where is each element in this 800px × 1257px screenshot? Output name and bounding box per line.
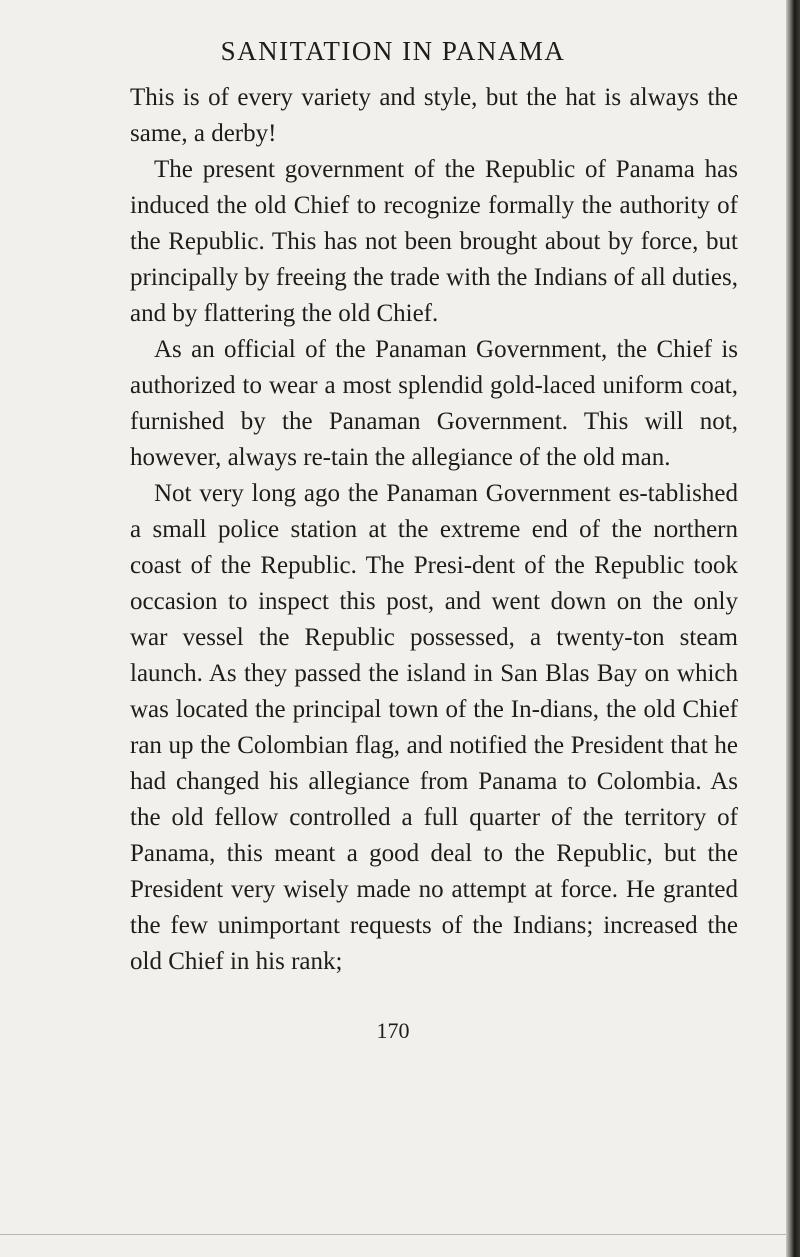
paragraph-3: As an official of the Panaman Government, the Chief is authorized to wear a most splendid gold-laced uniform coat, furnished by the Panaman Government. This will not, however, always re-tain the allegiance of the old man. [130,336,738,471]
paragraph-4: Not very long ago the Panaman Government es-tablished a small police station at the extreme end of the northern coast of the Republic. The Presi-dent of the Republic took occasion to inspect this post, and went down on the only war vessel the Republic possessed, a twenty-ton steam launch. As they passed the island in San Blas Bay on which was located the principal town of the In-dians, the old Chief ran up the Colombian flag, and notified the President that he had changed his allegiance from Panama to Colombia. As the old fellow controlled a full quarter of the territory of Panama, this meant a good deal to the Republic, but the President very wisely made no attempt at force. He granted the few unimportant requests of the Indians; increased the old Chief in his rank; [130,480,738,975]
page-number: 170 [376,1018,410,1043]
body-text [130,80,738,980]
paragraph-2: The present government of the Republic of Panama has induced the old Chief to recognize formally the authority of the Republic. This has not been brought about by force, but principally by freeing the trade with the Indians of all duties, and by flattering the old Chief. [130,156,738,327]
running-head: SANITATION IN PANAMA [220,36,566,66]
footer-rule [0,1234,786,1235]
paragraph-1: This is of every variety and style, but the hat is always the same, a derby! [130,84,738,147]
binding-edge [786,0,800,1257]
